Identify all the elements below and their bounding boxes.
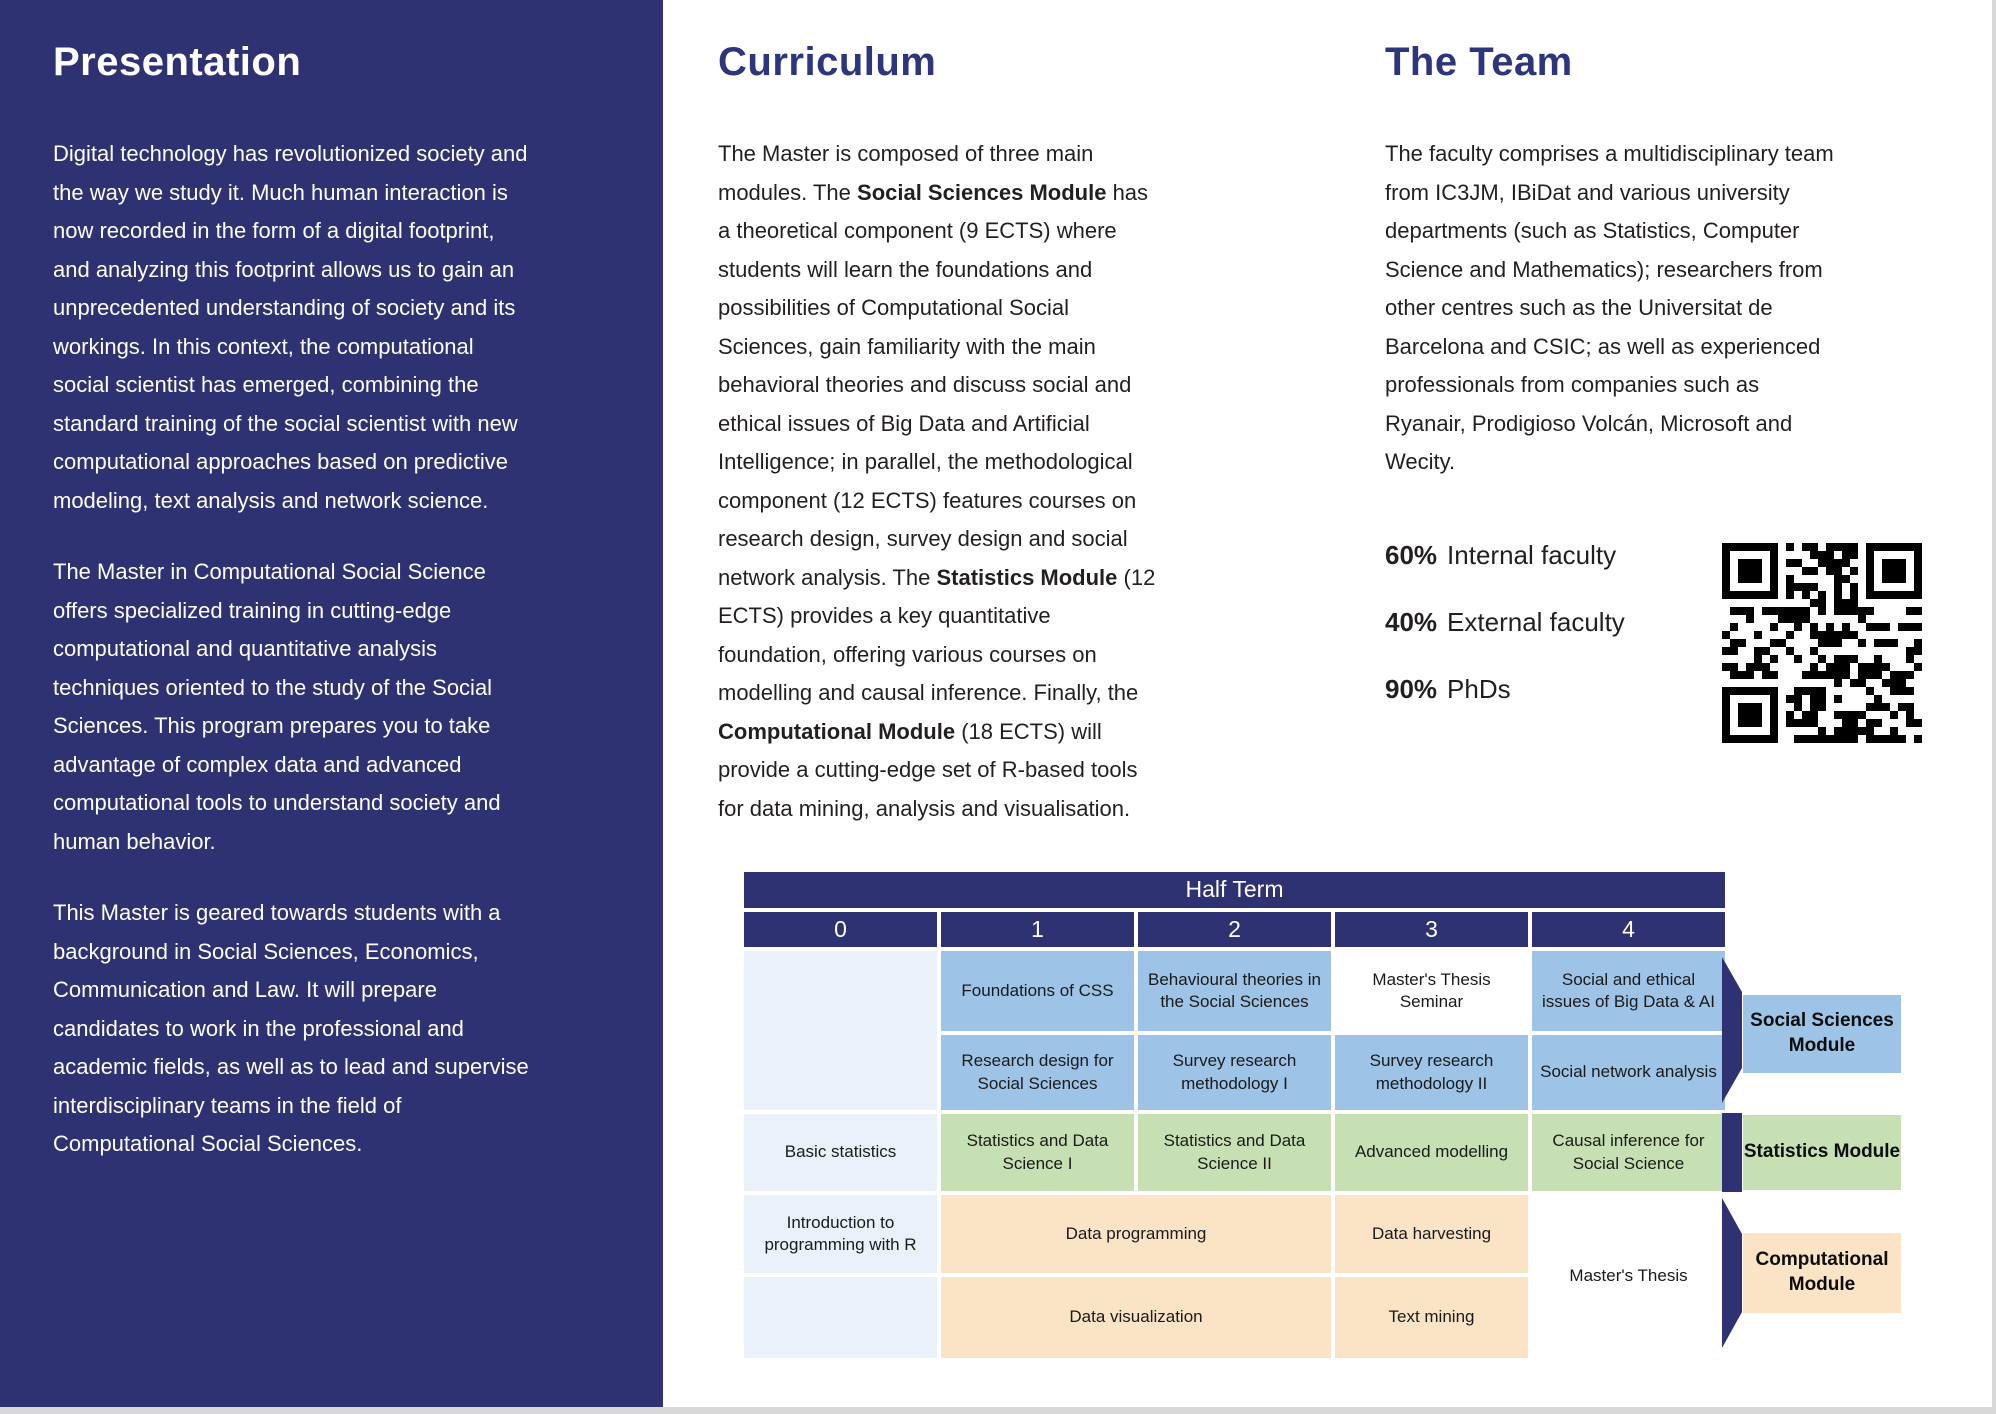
presentation-paragraph-3: This Master is geared towards students with a background in Social Sciences, Economics, Communication and Law. It will prepare candidates to work in the professional and academic fields, as well as to lead and supervise interdisciplinary teams in the field of Computational Social Sciences.: [53, 900, 529, 1156]
term-header-2: 2: [1138, 912, 1331, 947]
empty-cell: [744, 1277, 937, 1358]
stat-label: External faculty: [1447, 607, 1625, 637]
stat-value: 40%: [1385, 607, 1438, 637]
team-section: [1385, 40, 1845, 515]
curriculum-paragraph: The Master is composed of three main modules. The Social Sciences Module has a theoretical component (9 ECTS) where students will learn the foundations and possibilities of Computational Social Sciences, gain familiarity with the main behavioral theories and discuss social and ethical issues of Big Data and Artificial Intelligence; in parallel, the methodological component (12 ECTS) features courses on research design, survey design and social network analysis. The Statistics Module (12 ECTS) provides a key quantitative foundation, offering various courses on modelling and causal inference. Finally, the Computational Module (18 ECTS) will provide a cutting-edge set of R-based tools for data mining, analysis and visualisation.: [718, 141, 1156, 821]
course-cell: Causal inference for Social Science: [1532, 1114, 1725, 1191]
course-cell: Master's Thesis Seminar: [1335, 951, 1528, 1031]
course-cell: Behavioural theories in the Social Sciences: [1138, 951, 1331, 1031]
stat-internal-faculty: [1385, 540, 1625, 571]
empty-cell: [744, 951, 937, 1110]
course-cell: Introduction to programming with R: [744, 1195, 937, 1273]
course-cell: Data programming: [941, 1195, 1331, 1273]
course-cell: Basic statistics: [744, 1114, 937, 1191]
course-cell: Text mining: [1335, 1277, 1528, 1358]
term-header-1: 1: [941, 912, 1134, 947]
presentation-title: Presentation: [53, 40, 302, 84]
computational-module-label: Computational Module: [1743, 1233, 1901, 1313]
course-cell: Data harvesting: [1335, 1195, 1528, 1273]
course-cell: Foundations of CSS: [941, 951, 1134, 1031]
course-cell: Survey research methodology I: [1138, 1035, 1331, 1110]
course-cell: Research design for Social Sciences: [941, 1035, 1134, 1110]
arrow-right-icon: [1722, 1198, 1742, 1348]
faculty-stats: [1385, 540, 1625, 741]
term-header-0: 0: [744, 912, 937, 947]
term-header-4: 4: [1532, 912, 1725, 947]
course-cell: Data visualization: [941, 1277, 1331, 1358]
stat-value: 90%: [1385, 674, 1438, 704]
page-bottom-edge: [0, 1407, 1996, 1414]
team-title: The Team: [1385, 40, 1573, 84]
curriculum-title: Curriculum: [718, 40, 937, 84]
course-cell: Survey research methodology II: [1335, 1035, 1528, 1110]
table-title: Half Term: [744, 872, 1725, 908]
half-term-schedule-table: [744, 872, 1725, 1358]
stat-label: PhDs: [1447, 674, 1511, 704]
statistics-module-label: Statistics Module: [1743, 1115, 1901, 1190]
stat-external-faculty: [1385, 607, 1625, 638]
presentation-panel: [0, 0, 663, 1407]
presentation-paragraph-2: The Master in Computational Social Science offers specialized training in cutting-edge computational and quantitative analysis techniques oriented to the study of the Social Sciences. This program prepares you to take advantage of complex data and advanced computational tools to understand society and human behavior.: [53, 559, 501, 854]
qr-code-icon: [1722, 540, 1922, 746]
module-bar-icon: [1722, 1113, 1742, 1192]
course-cell: Master's Thesis: [1532, 1195, 1725, 1358]
course-cell: Social and ethical issues of Big Data & AI: [1532, 951, 1725, 1031]
presentation-paragraph-1: Digital technology has revolutionized society and the way we study it. Much human interaction is now recorded in the form of a digital footprint, and analyzing this footprint allows us to gain an unprecedented understanding of society and its workings. In this context, the computational social scientist has emerged, combining the standard training of the social scientist with new computational approaches based on predictive modeling, text analysis and network science.: [53, 141, 528, 513]
course-cell: Social network analysis: [1532, 1035, 1725, 1110]
page-right-edge: [1992, 0, 1996, 1414]
curriculum-section: [718, 40, 1163, 861]
course-cell: Statistics and Data Science II: [1138, 1114, 1331, 1191]
term-header-3: 3: [1335, 912, 1528, 947]
social-sciences-module-label: Social Sciences Module: [1743, 995, 1901, 1073]
team-paragraph: The faculty comprises a multidisciplinary team from IC3JM, IBiDat and various university departments (such as Statistics, Computer Science and Mathematics); researchers from other centres such as the Universitat de Barcelona and CSIC; as well as experienced professionals from companies such as Ryanair, Prodigioso Volcán, Microsoft and Wecity.: [1385, 141, 1834, 474]
arrow-right-icon: [1722, 957, 1742, 1103]
stat-label: Internal faculty: [1447, 540, 1617, 570]
stat-phds: [1385, 674, 1625, 705]
stat-value: 60%: [1385, 540, 1438, 570]
course-cell: Statistics and Data Science I: [941, 1114, 1134, 1191]
course-cell: Advanced modelling: [1335, 1114, 1528, 1191]
